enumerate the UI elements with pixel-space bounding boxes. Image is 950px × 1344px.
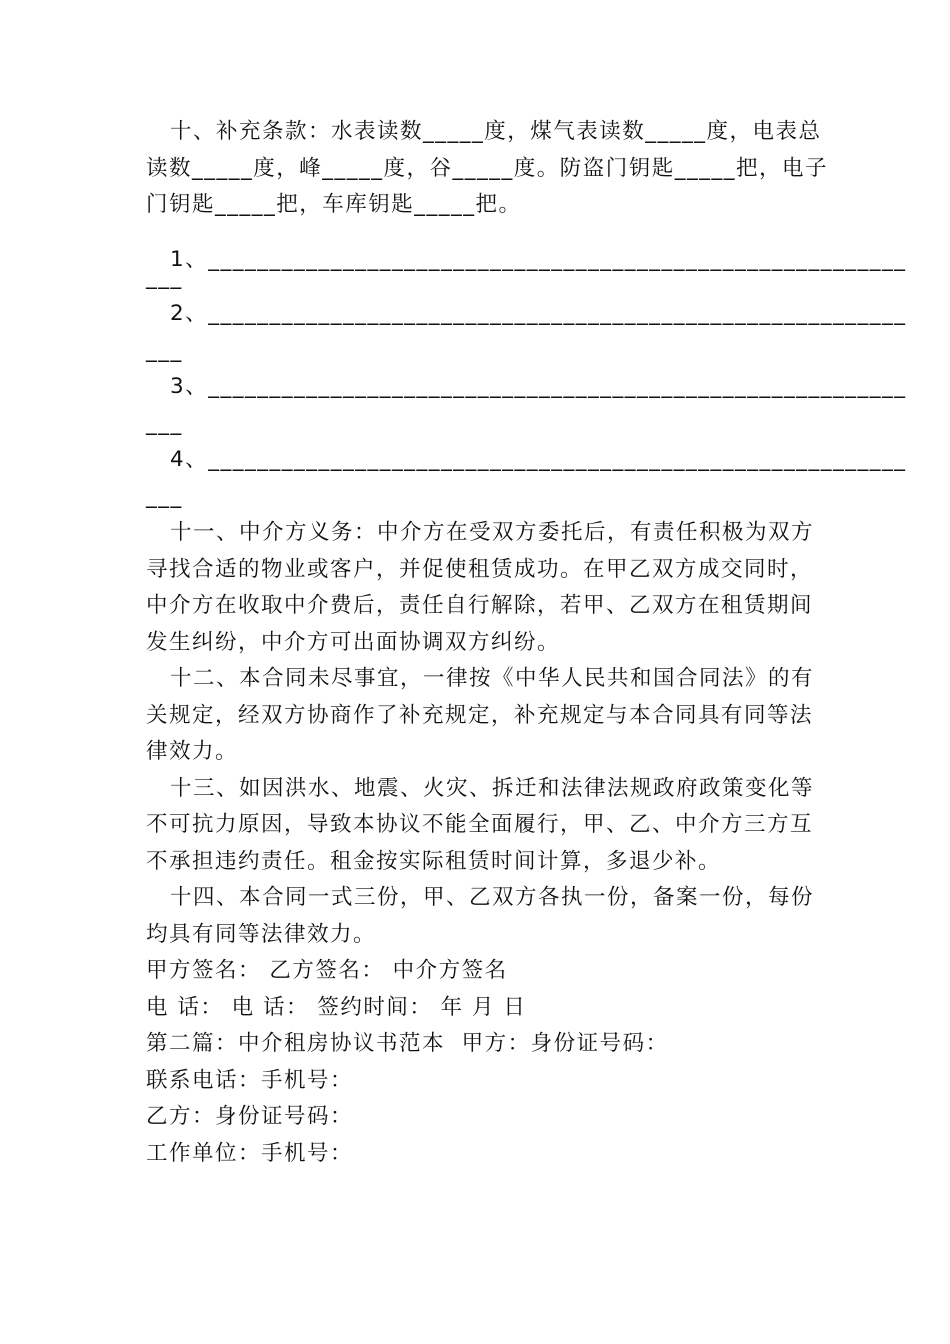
- blank-item-tail: ___: [146, 410, 183, 436]
- part-two-line-1: 联系电话：手机号：: [146, 1067, 354, 1093]
- clause-10-line-1: [146, 114, 822, 151]
- clause-10: [146, 114, 829, 224]
- clause-14-line-1: [146, 880, 815, 917]
- blank-item: [146, 369, 907, 442]
- signature-block: [146, 953, 810, 1026]
- clause-11-line-3: 中介方在收取中介费后，责任自行解除，若甲、乙双方在租赁期间: [146, 593, 814, 619]
- blank-item-underline: _________________________________________________________: [208, 301, 907, 327]
- document-page: [146, 114, 907, 1172]
- clause-12-text-1: 十二、本合同未尽事宜，一律按《中华人民共和国合同法》的有: [170, 666, 815, 692]
- blank-item: [146, 224, 907, 297]
- blank-item-line: [146, 442, 907, 478]
- clause-13: [146, 771, 815, 881]
- clause-13-line-3: 不承担违约责任。租金按实际租赁时间计算，多退少补。: [146, 848, 722, 874]
- part-two-line-2: 乙方：身份证号码：: [146, 1104, 354, 1130]
- part-two-section: [146, 1026, 810, 1172]
- blank-item-number: 4、: [170, 447, 209, 473]
- blank-item: [146, 296, 907, 369]
- clause-11-text-1: 十一、中介方义务：中介方在受双方委托后，有责任积极为双方: [170, 520, 815, 546]
- clause-14: [146, 880, 815, 953]
- blank-item-tail: ___: [146, 483, 183, 509]
- clause-11-line-1: [146, 515, 815, 552]
- blank-item-number: 3、: [170, 374, 209, 400]
- clause-11: [146, 515, 815, 661]
- blank-item-number: 2、: [170, 301, 209, 327]
- blank-item-number: 1、: [170, 246, 209, 272]
- part-two-heading: 第二篇：中介租房协议书范本 甲方：身份证号码：: [146, 1031, 669, 1057]
- blank-item-underline: _________________________________________________________: [208, 246, 907, 272]
- blank-item-tail: ___: [146, 264, 183, 290]
- clause-10-text-1: 十、补充条款：水表读数_____度，煤气表读数_____度，电表总: [170, 119, 822, 144]
- clause-12-line-2: 关规定，经双方协商作了补充规定，补充规定与本合同具有同等法: [146, 702, 814, 728]
- blank-item-tail: ___: [146, 337, 183, 363]
- clause-14-line-2: 均具有同等法律效力。: [146, 921, 377, 947]
- blank-item-line: [146, 369, 907, 405]
- clause-14-text-1: 十四、本合同一式三份，甲、乙双方各执一份，备案一份，每份: [170, 885, 815, 911]
- clause-12: [146, 661, 815, 771]
- signature-names-line: 甲方签名： 乙方签名： 中介方签名: [146, 958, 508, 984]
- blank-item-underline: _________________________________________________________: [208, 374, 907, 400]
- clause-11-line-4: 发生纠纷，中介方可出面协调双方纠纷。: [146, 629, 561, 655]
- signature-contact-line: 电 话： 电 话： 签约时间： 年 月 日: [146, 994, 527, 1020]
- clause-11-line-2: 寻找合适的物业或客户，并促使租赁成功。在甲乙双方成交同时，: [146, 556, 814, 582]
- part-two-line-3: 工作单位：手机号：: [146, 1140, 354, 1166]
- clause-12-line-1: [146, 661, 815, 698]
- clause-13-line-2: 不可抗力原因，导致本协议不能全面履行，甲、乙、中介方三方互: [146, 812, 814, 838]
- clause-12-line-3: 律效力。: [146, 739, 239, 765]
- blank-items-list: [146, 224, 907, 516]
- blank-item-line: [146, 296, 907, 332]
- clause-10-line-3: 门钥匙_____把，车库钥匙_____把。: [146, 192, 522, 217]
- blank-item-underline: _________________________________________________________: [208, 447, 907, 473]
- blank-item: [146, 442, 907, 515]
- blank-item-line: [146, 224, 907, 297]
- clause-10-line-2: 读数_____度，峰_____度，谷_____度。防盗门钥匙_____把，电子: [146, 155, 829, 181]
- clause-13-line-1: [146, 771, 815, 808]
- clause-13-text-1: 十三、如因洪水、地震、火灾、拆迁和法律法规政府政策变化等: [170, 775, 815, 801]
